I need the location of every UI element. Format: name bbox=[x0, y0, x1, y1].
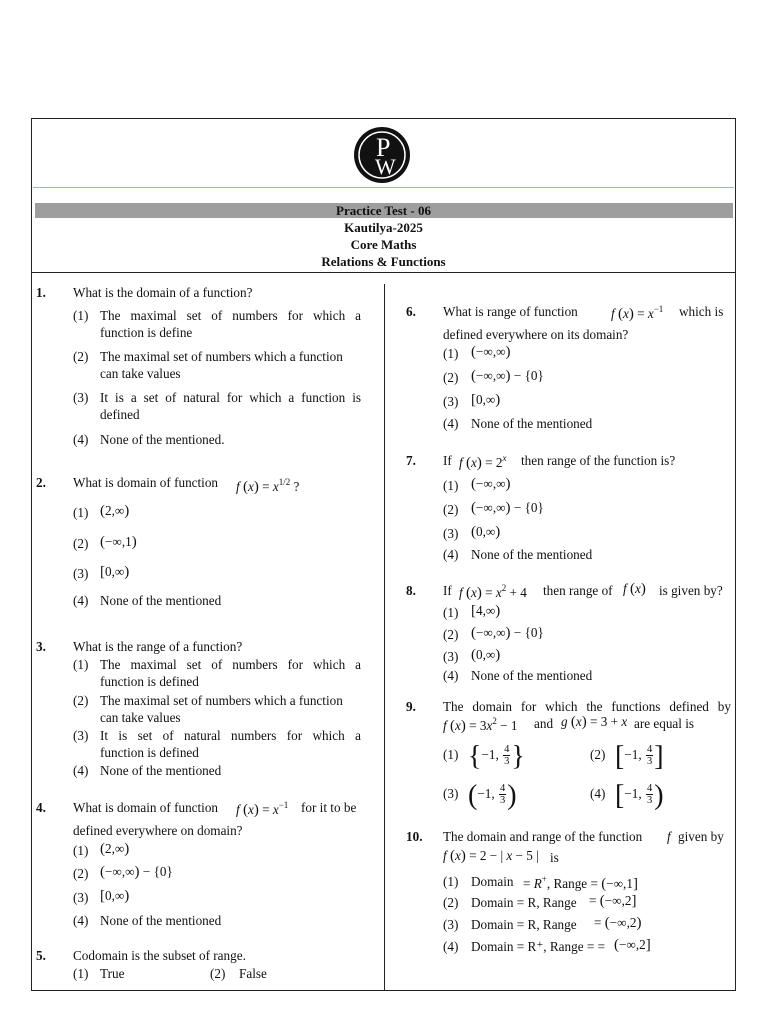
q2-opt2-math: (−∞,1) bbox=[100, 534, 137, 550]
q4-opt2-math: (−∞,∞) − {0} bbox=[100, 864, 173, 880]
q8-opt1-label: (1) bbox=[443, 605, 459, 620]
q1-opt3-text: It is a set of natural for which a function is bbox=[100, 390, 361, 405]
q1-opt1-label: (1) bbox=[73, 308, 89, 323]
q4-opt1-math: (2,∞) bbox=[100, 841, 130, 857]
q1-opt4-label: (4) bbox=[73, 432, 89, 447]
q4-opt1-label: (1) bbox=[73, 843, 89, 858]
q7-opt3-label: (3) bbox=[443, 526, 459, 541]
q7-math: f $(x) = 2^x$ bbox=[459, 453, 507, 471]
q9-text-cont: are equal is bbox=[634, 716, 695, 731]
q2-opt3-label: (3) bbox=[73, 566, 89, 581]
q9-number: 9. bbox=[406, 699, 416, 714]
q8-math2: f (x) bbox=[623, 581, 646, 597]
svg-text:P: P bbox=[376, 133, 391, 162]
q8-opt3-label: (3) bbox=[443, 649, 459, 664]
q3-opt1-label: (1) bbox=[73, 657, 89, 672]
q1-opt3-label: (3) bbox=[73, 390, 89, 405]
q5-text: Codomain is the subset of range. bbox=[73, 948, 246, 963]
q8-number: 8. bbox=[406, 583, 416, 598]
q3-text: What is the range of a function? bbox=[73, 639, 243, 654]
q9-opt4-math: [−1, $\frac{4}{3}$ ) bbox=[615, 780, 664, 811]
q9-opt4-label: (4) bbox=[590, 786, 606, 801]
q9-opt3-math: (−1, $\frac{4}{3}$ ) bbox=[468, 780, 517, 811]
q8-opt4-text: None of the mentioned bbox=[471, 668, 593, 683]
q10-opt1-label: (1) bbox=[443, 874, 459, 889]
q4-opt4-text: None of the mentioned bbox=[100, 913, 222, 928]
q2-opt4-label: (4) bbox=[73, 593, 89, 608]
q3-opt4-text: None of the mentioned bbox=[100, 763, 222, 778]
q6-math: f $(x) = x^{-1}$ bbox=[611, 304, 664, 322]
q2-number: 2. bbox=[36, 475, 46, 490]
topic-name: Relations & Functions bbox=[321, 254, 446, 269]
q4-math: f $(x) = x^{-1}$ bbox=[236, 800, 289, 818]
batch-name: Kautilya-2025 bbox=[344, 220, 423, 235]
q3-opt2-label: (2) bbox=[73, 693, 89, 708]
q4-text-cont: for it to be bbox=[301, 800, 357, 815]
q9-opt1-label: (1) bbox=[443, 747, 459, 762]
q2-math: f $(x) = x^{1/2}$ ? bbox=[236, 477, 300, 495]
q6-opt3-math: [0,∞) bbox=[471, 392, 501, 408]
q3-opt3-label: (3) bbox=[73, 728, 89, 743]
q1-opt4-text: None of the mentioned. bbox=[100, 432, 225, 447]
q1-opt2-text: The maximal set of numbers which a function bbox=[100, 349, 343, 364]
q3-opt1-text-cont: function is defined bbox=[100, 674, 199, 689]
q6-opt3-label: (3) bbox=[443, 394, 459, 409]
q6-opt4-text: None of the mentioned bbox=[471, 416, 593, 431]
q1-number: 1. bbox=[36, 285, 46, 300]
svg-text:W: W bbox=[375, 154, 396, 179]
q5-opt2-text: False bbox=[239, 966, 267, 981]
q7-opt4-text: None of the mentioned bbox=[471, 547, 593, 562]
q8-text-cont: then range of bbox=[543, 583, 613, 598]
q7-opt1-math: (−∞,∞) bbox=[471, 476, 511, 492]
q8-opt4-label: (4) bbox=[443, 668, 459, 683]
q10-is: is bbox=[550, 850, 559, 865]
q3-opt3-text: It is set of natural numbers for which a bbox=[100, 728, 361, 743]
q9-and: and bbox=[534, 716, 554, 731]
q9-math-g: g (x) = 3 + x bbox=[561, 714, 628, 730]
q7-opt1-label: (1) bbox=[443, 478, 459, 493]
q9-opt3-label: (3) bbox=[443, 786, 459, 801]
q10-f: f bbox=[667, 829, 671, 844]
q1-opt3-text-cont: defined bbox=[100, 407, 140, 422]
q4-text-line2: defined everywhere on domain? bbox=[73, 823, 243, 838]
q1-opt2-text-cont: can take values bbox=[100, 366, 181, 381]
header-bottom-rule bbox=[31, 272, 736, 273]
q8-text: If bbox=[443, 583, 452, 598]
q4-text: What is domain of function bbox=[73, 800, 219, 815]
q4-opt4-label: (4) bbox=[73, 913, 89, 928]
q3-opt2-text: The maximal set of numbers which a function bbox=[100, 693, 343, 708]
q10-opt2-text: Domain = R, Range bbox=[471, 895, 577, 910]
q9-opt1-math: {−1, $\frac{4}{3}$ } bbox=[468, 741, 525, 772]
q6-text: What is range of function bbox=[443, 304, 578, 319]
q4-opt3-label: (3) bbox=[73, 890, 89, 905]
q7-text-cont: then range of the function is? bbox=[521, 453, 676, 468]
q10-opt3-math: = (−∞,2) bbox=[594, 915, 642, 931]
q1-opt1-text: The maximal set of numbers for which a bbox=[100, 308, 361, 323]
q8-opt1-math: [4,∞) bbox=[471, 603, 501, 619]
q2-text: What is domain of function bbox=[73, 475, 219, 490]
q3-number: 3. bbox=[36, 639, 46, 654]
q7-opt4-label: (4) bbox=[443, 547, 459, 562]
q5-opt1-text: True bbox=[100, 966, 125, 981]
q6-opt4-label: (4) bbox=[443, 416, 459, 431]
q1-text: What is the domain of a function? bbox=[73, 285, 253, 300]
q10-opt4-math: (−∞,2] bbox=[614, 937, 651, 953]
q9-math-f: f $(x) = 3x^2 - 1$ bbox=[443, 716, 518, 734]
q10-opt2-label: (2) bbox=[443, 895, 459, 910]
q10-given: given by bbox=[678, 829, 724, 844]
q5-opt1-label: (1) bbox=[73, 966, 89, 981]
q10-math: f (x) = 2 − | x − 5 | bbox=[443, 848, 539, 864]
q9-text: The domain for which the functions defined by bbox=[443, 699, 731, 714]
q5-opt2-label: (2) bbox=[210, 966, 226, 981]
q8-math: f $(x) = x^2 + 4$ bbox=[459, 583, 527, 601]
header-divider bbox=[33, 187, 734, 188]
q6-text-line2: defined everywhere on its domain? bbox=[443, 327, 629, 342]
q10-opt4-label: (4) bbox=[443, 939, 459, 954]
q3-opt2-text-cont: can take values bbox=[100, 710, 181, 725]
q6-opt1-math: (−∞,∞) bbox=[471, 344, 511, 360]
q4-opt2-label: (2) bbox=[73, 866, 89, 881]
q9-opt2-label: (2) bbox=[590, 747, 606, 762]
q5-number: 5. bbox=[36, 948, 46, 963]
q6-opt2-label: (2) bbox=[443, 370, 459, 385]
q7-number: 7. bbox=[406, 453, 416, 468]
column-divider bbox=[384, 284, 385, 990]
q2-opt2-label: (2) bbox=[73, 536, 89, 551]
q2-opt1-math: (2,∞) bbox=[100, 503, 130, 519]
q6-text-cont: which is bbox=[679, 304, 724, 319]
q10-opt2-math: = (−∞,2] bbox=[589, 893, 637, 909]
q4-opt3-math: [0,∞) bbox=[100, 888, 130, 904]
q3-opt3-text-cont: function is defined bbox=[100, 745, 199, 760]
q3-opt4-label: (4) bbox=[73, 763, 89, 778]
q10-number: 10. bbox=[406, 829, 423, 844]
q7-text: If bbox=[443, 453, 452, 468]
q2-opt1-label: (1) bbox=[73, 505, 89, 520]
q8-text-end: is given by? bbox=[659, 583, 723, 598]
q3-opt1-text: The maximal set of numbers for which a bbox=[100, 657, 361, 672]
q7-opt2-label: (2) bbox=[443, 502, 459, 517]
q10-opt4-text: Domain = R⁺, Range = = bbox=[471, 939, 606, 954]
subject-name: Core Maths bbox=[350, 237, 417, 252]
test-title: Practice Test - 06 bbox=[336, 203, 431, 218]
q6-opt2-math: (−∞,∞) − {0} bbox=[471, 368, 544, 384]
q10-opt3-text: Domain = R, Range bbox=[471, 917, 577, 932]
q7-opt3-math: (0,∞) bbox=[471, 524, 501, 540]
q7-opt2-math: (−∞,∞) − {0} bbox=[471, 500, 544, 516]
q10-opt1-math: = R+, Range = (−∞,1] bbox=[523, 874, 638, 892]
q9-opt2-math: [−1, $\frac{4}{3}$ ] bbox=[615, 741, 664, 772]
q1-opt1-text-cont: function is define bbox=[100, 325, 193, 340]
pw-logo bbox=[353, 126, 411, 184]
q2-opt3-math: [0,∞) bbox=[100, 564, 130, 580]
q4-number: 4. bbox=[36, 800, 46, 815]
q6-number: 6. bbox=[406, 304, 416, 319]
q10-opt1-text: Domain bbox=[471, 874, 514, 889]
q2-opt4-text: None of the mentioned bbox=[100, 593, 222, 608]
q10-text: The domain and range of the function bbox=[443, 829, 643, 844]
q10-opt3-label: (3) bbox=[443, 917, 459, 932]
q8-opt2-label: (2) bbox=[443, 627, 459, 642]
q6-opt1-label: (1) bbox=[443, 346, 459, 361]
q1-opt2-label: (2) bbox=[73, 349, 89, 364]
q8-opt3-math: (0,∞) bbox=[471, 647, 501, 663]
q8-opt2-math: (−∞,∞) − {0} bbox=[471, 625, 544, 641]
